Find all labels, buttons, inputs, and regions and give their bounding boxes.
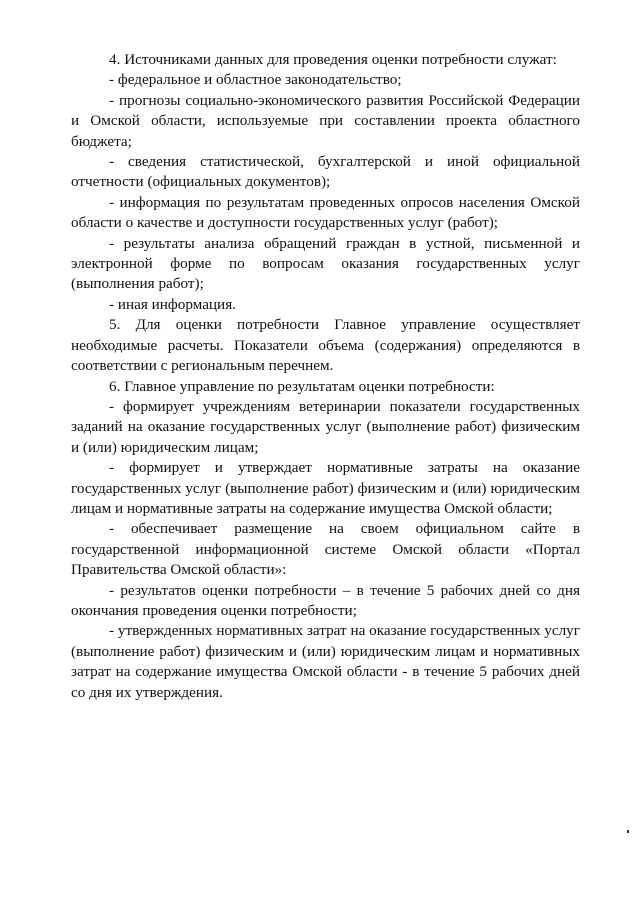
list-item-normative-costs: - формирует и утверждает нормативные затраты на оказание государственных услуг (выполнение работ) физическим и (или) юридическим лицам и нормативные затраты на содержание имущества Омской области; xyxy=(71,459,580,517)
list-item-approved-costs-deadline: - утвержденных нормативных затрат на оказание государственных услуг (выполнение работ) физическим и (или) юридическим лицам и нормативных затрат на содержание имущества Омской области - в течение 5 рабочих дней со дня их утверждения. xyxy=(71,622,580,701)
list-item-results-deadline: - результатов оценки потребности – в течение 5 рабочих дней со дня окончания проведения оценки потребности; xyxy=(71,581,580,619)
paragraph-item-5: 5. Для оценки потребности Главное управление осуществляет необходимые расчеты. Показатели объема (содержания) определяются в соответствии с региональным перечнем. xyxy=(71,316,580,375)
list-item-publication: - обеспечивает размещение на своем официальном сайте в государственной информационной системе Омской области «Портал Правительства Омской области»: xyxy=(71,520,580,579)
document-body xyxy=(71,50,580,703)
list-item-surveys: - информация по результатам проведенных опросов населения Омской области о качестве и доступности государственных услуг (работ); xyxy=(71,193,580,232)
scan-speck xyxy=(627,830,629,833)
list-item-appeals: - результаты анализа обращений граждан в устной, письменной и электронной форме по вопросам оказания государственных услуг (выполнения работ); xyxy=(71,234,580,293)
paragraph-item-4-heading: 4. Источниками данных для проведения оценки потребности служат: xyxy=(109,51,557,68)
paragraph-item-6-heading: 6. Главное управление по результатам оценки потребности: xyxy=(109,377,495,395)
list-item-forecasts: - прогнозы социально-экономического развития Российской Федерации и Омской области, используемые при составлении проекта областного бюджета; xyxy=(71,91,580,150)
list-item-legislation: - федеральное и областное законодательство; xyxy=(109,71,402,89)
list-item-statistics: - сведения статистической, бухгалтерской и иной официальной отчетности (официальных документов); xyxy=(71,153,580,191)
list-item-tasks: - формирует учреждениям ветеринарии показатели государственных заданий на оказание государственных услуг (выполнение работ) физическим и (или) юридическим лицам; xyxy=(71,397,580,456)
list-item-other: - иная информация. xyxy=(109,295,236,313)
